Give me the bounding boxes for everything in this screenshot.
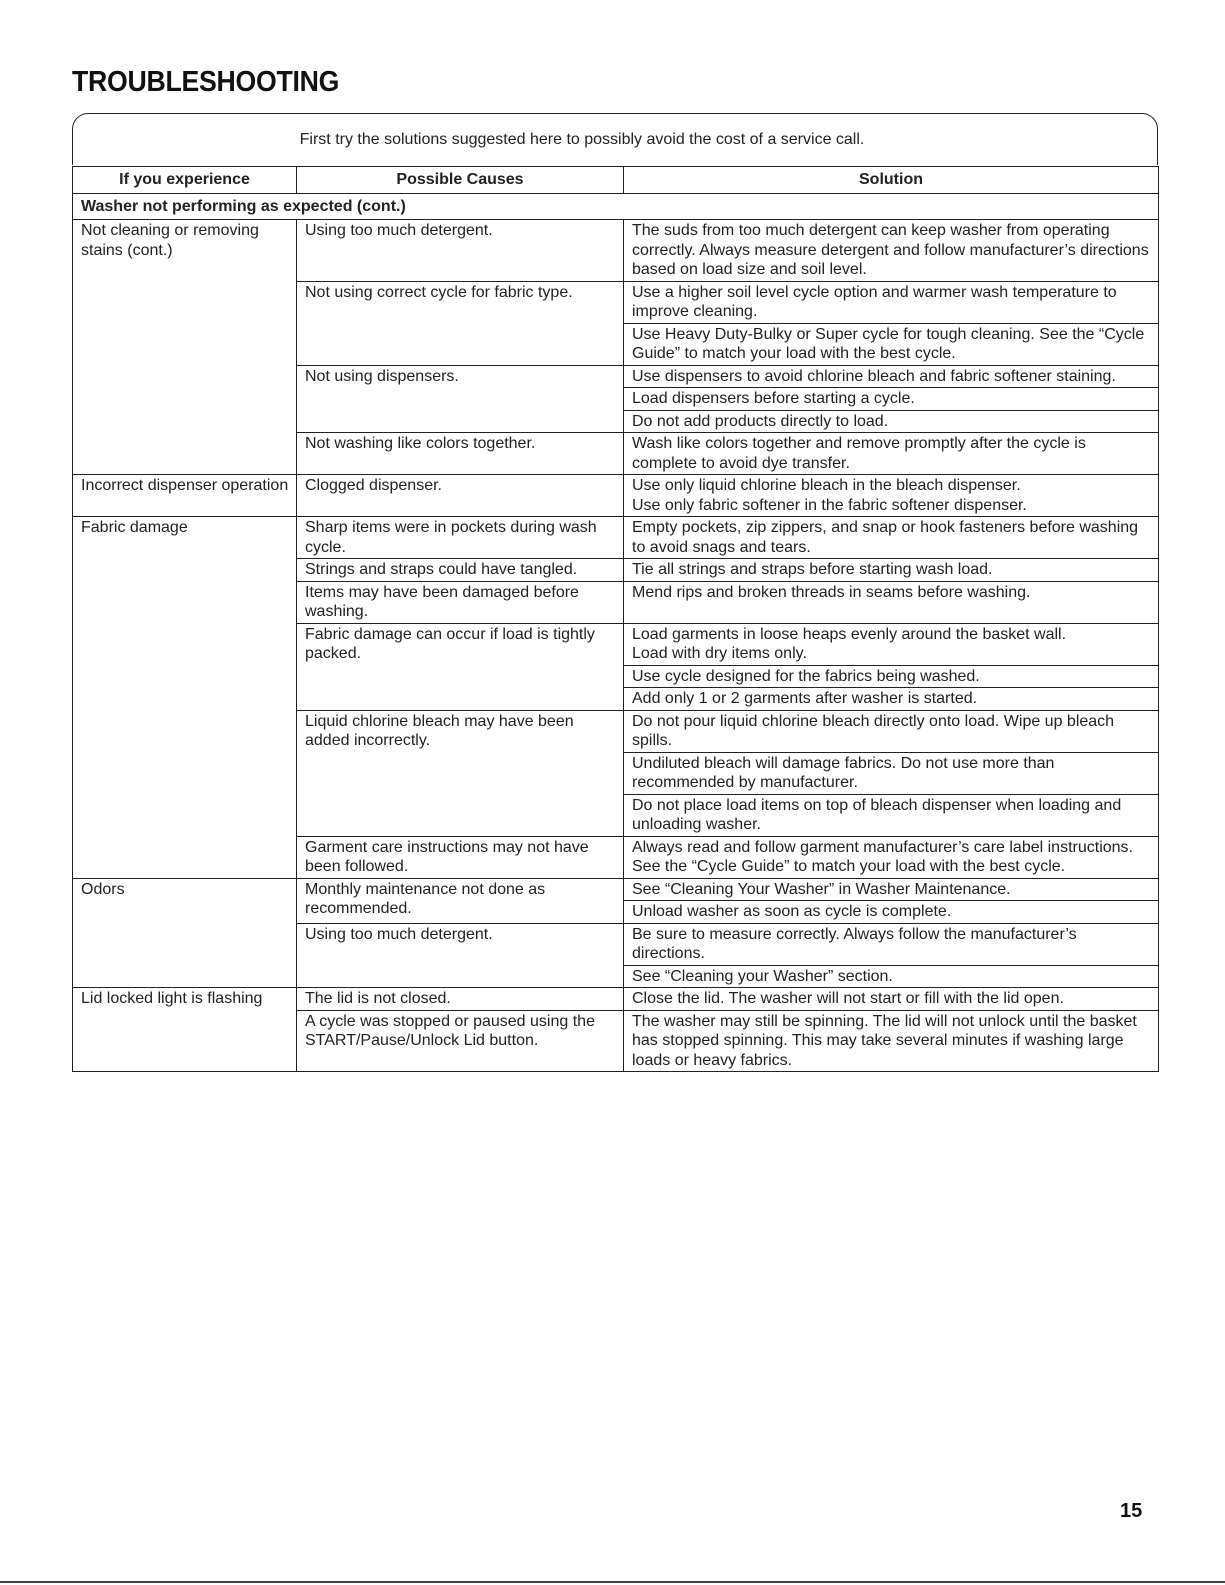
cause-cell: Not washing like colors together. — [297, 433, 624, 475]
header-experience: If you experience — [73, 167, 297, 194]
solution-cell: Undiluted bleach will damage fabrics. Do not use more than recommended by manufacturer. — [624, 752, 1159, 794]
table-row — [73, 517, 1159, 559]
solution-cell: Load dispensers before starting a cycle. — [624, 388, 1159, 411]
solution-cell: Use Heavy Duty-Bulky or Super cycle for tough cleaning. See the “Cycle Guide” to match your load with the best cycle. — [624, 323, 1159, 365]
troubleshooting-table — [72, 166, 1159, 1072]
solution-cell: Empty pockets, zip zippers, and snap or hook fasteners before washing to avoid snags and tears. — [624, 517, 1159, 559]
page-title: TROUBLESHOOTING — [72, 66, 340, 98]
cause-cell: Monthly maintenance not done as recommended. — [297, 878, 624, 923]
table-row — [73, 988, 1159, 1011]
cause-cell: Clogged dispenser. — [297, 475, 624, 517]
page-number: 15 — [1120, 1500, 1143, 1522]
cause-cell: Items may have been damaged before washing. — [297, 581, 624, 623]
solution-line: Load with dry items only. — [632, 645, 807, 662]
solution-cell: Use a higher soil level cycle option and warmer wash temperature to improve cleaning. — [624, 281, 1159, 323]
problem-cell: Incorrect dispenser operation — [73, 475, 297, 517]
problem-cell: Not cleaning or removing stains (cont.) — [73, 220, 297, 475]
table-row — [73, 220, 1159, 282]
solution-cell: Do not place load items on top of bleach dispenser when loading and unloading washer. — [624, 794, 1159, 836]
solution-cell: Always read and follow garment manufacturer’s care label instructions. See the “Cycle Guide” to match your load with the best cycle. — [624, 836, 1159, 878]
header-row — [73, 167, 1159, 194]
solution-line: Use only liquid chlorine bleach in the bleach dispenser. — [632, 477, 1021, 494]
bottom-rule — [0, 1581, 1225, 1583]
solution-cell: Mend rips and broken threads in seams before washing. — [624, 581, 1159, 623]
cause-cell: Liquid chlorine bleach may have been added incorrectly. — [297, 710, 624, 836]
solution-cell: Unload washer as soon as cycle is complete. — [624, 901, 1159, 924]
cause-cell: Using too much detergent. — [297, 923, 624, 988]
solution-cell: Be sure to measure correctly. Always follow the manufacturer’s directions. — [624, 923, 1159, 965]
solution-cell — [624, 475, 1159, 517]
cause-cell: The lid is not closed. — [297, 988, 624, 1011]
solution-cell: Do not add products directly to load. — [624, 410, 1159, 433]
solution-cell: See “Cleaning Your Washer” in Washer Maintenance. — [624, 878, 1159, 901]
problem-cell: Fabric damage — [73, 517, 297, 879]
solution-cell: The suds from too much detergent can keep washer from operating correctly. Always measure detergent and follow manufacturer’s directions based on load size and soil level. — [624, 220, 1159, 282]
problem-cell: Odors — [73, 878, 297, 988]
cause-cell: A cycle was stopped or paused using the START/Pause/Unlock Lid button. — [297, 1010, 624, 1072]
solution-line: Use only fabric softener in the fabric softener dispenser. — [632, 496, 1027, 514]
solution-cell: Use cycle designed for the fabrics being washed. — [624, 665, 1159, 688]
cause-cell: Not using dispensers. — [297, 365, 624, 433]
problem-cell: Lid locked light is flashing — [73, 988, 297, 1072]
cause-cell: Garment care instructions may not have been followed. — [297, 836, 624, 878]
section-row — [73, 193, 1159, 220]
solution-cell — [624, 623, 1159, 665]
cause-cell: Using too much detergent. — [297, 220, 624, 282]
header-causes: Possible Causes — [297, 167, 624, 194]
solution-cell: Add only 1 or 2 garments after washer is started. — [624, 688, 1159, 711]
intro-text: First try the solutions suggested here to possibly avoid the cost of a service call. — [299, 131, 865, 148]
table-row — [73, 475, 1159, 517]
header-solution: Solution — [624, 167, 1159, 194]
solution-cell: See “Cleaning your Washer” section. — [624, 965, 1159, 988]
section-heading: Washer not performing as expected (cont.) — [73, 193, 1159, 220]
cause-cell: Not using correct cycle for fabric type. — [297, 281, 624, 365]
cause-cell: Strings and straps could have tangled. — [297, 559, 624, 582]
solution-cell: Use dispensers to avoid chlorine bleach and fabric softener staining. — [624, 365, 1159, 388]
solution-cell: The washer may still be spinning. The lid will not unlock until the basket has stopped spinning. This may take several minutes if washing large loads or heavy fabrics. — [624, 1010, 1159, 1072]
solution-line: Load garments in loose heaps evenly around the basket wall. — [632, 625, 1067, 643]
solution-cell: Do not pour liquid chlorine bleach directly onto load. Wipe up bleach spills. — [624, 710, 1159, 752]
solution-cell: Wash like colors together and remove promptly after the cycle is complete to avoid dye transfer. — [624, 433, 1159, 475]
solution-cell: Tie all strings and straps before starting wash load. — [624, 559, 1159, 582]
cause-cell: Sharp items were in pockets during wash cycle. — [297, 517, 624, 559]
cause-cell: Fabric damage can occur if load is tightly packed. — [297, 623, 624, 710]
solution-cell: Close the lid. The washer will not start or fill with the lid open. — [624, 988, 1159, 1011]
table-row — [73, 878, 1159, 901]
